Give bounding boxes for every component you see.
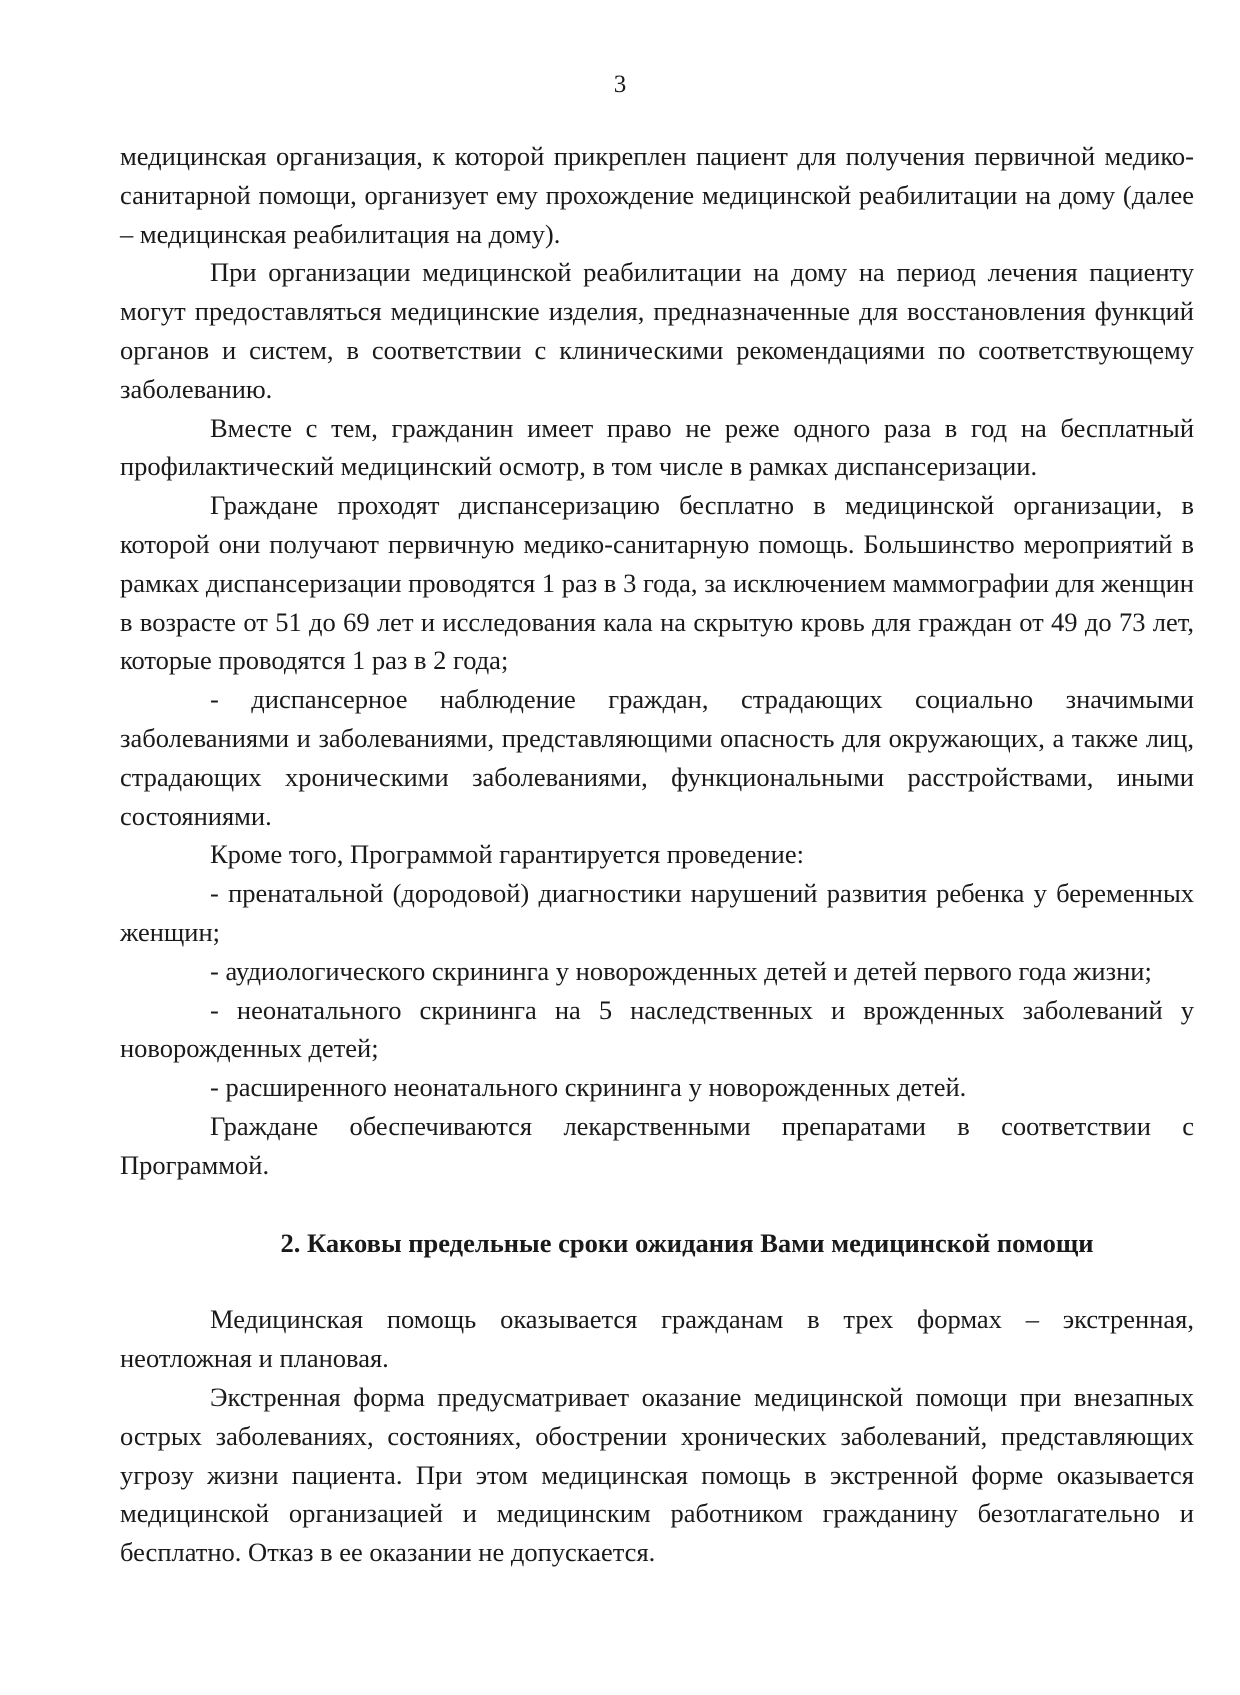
paragraph-emergency-care: Экстренная форма предусматривает оказание медицинской помощи при внезапных острых заболеваниях, состояниях, обострении хронических заболеваний, представляющих угрозу жизни пациента. При этом медицинская помощь в экстренной форме оказывается медицинской организацией и медицинским работником гражданину безотлагательно и бесплатно. Отказ в ее оказании не допускается. — [120, 1381, 1194, 1568]
document-body — [120, 137, 1194, 1572]
list-item-neonatal-screening: - неонатального скрининга на 5 наследственных и врожденных заболеваний у новорожденных детей; — [120, 994, 1194, 1064]
paragraph-program-guarantees: Кроме того, Программой гарантируется проведение: — [210, 839, 804, 870]
section-heading: 2. Каковы предельные сроки ожидания Вами медицинской помощи — [280, 1227, 1094, 1258]
list-item-prenatal-diagnostics: - пренатальной (дородовой) диагностики нарушений развития ребенка у беременных женщин; — [120, 878, 1194, 947]
paragraph-medical-devices: При организации медицинской реабилитации на дому на период лечения пациенту могут предоставляться медицинские изделия, предназначенные для восстановления функций органов и систем, в соответствии с клиническими рекомендациями по соответствующему заболеванию. — [120, 257, 1194, 404]
paragraph-dispensarization: Граждане проходят диспансеризацию бесплатно в медицинской организации, в которой они получают первичную медико-санитарную помощь. Большинство мероприятий в рамках диспансеризации проводятся 1 раз в 3 года, за исключением маммографии для женщин в возрасте от 51 до 69 лет и исследования кала на скрытую кровь для граждан от 49 до 73 лет, которые проводятся 1 раз в 2 года; — [120, 490, 1194, 676]
paragraph-medications: Граждане обеспечиваются лекарственными препаратами в соответствии с Программой. — [120, 1110, 1194, 1180]
paragraph-care-forms: Медицинская помощь оказывается гражданам в трех формах – экстренная, неотложная и плановая. — [120, 1304, 1194, 1374]
list-item-dispensary-observation: - диспансерное наблюдение граждан, страдающих социально значимыми заболеваниями и заболеваниями, представляющими опасность для окружающих, а также лиц, страдающих хроническими заболеваниями, функциональными расстройствами, иными состояниями. — [120, 684, 1194, 831]
page-number: 3 — [613, 71, 627, 98]
paragraph-preventive-exam: Вместе с тем, гражданин имеет право не реже одного раза в год на бесплатный профилактический медицинский осмотр, в том числе в рамках диспансеризации. — [120, 412, 1194, 482]
list-item-extended-neonatal-screening: - расширенного неонатального скрининга у новорожденных детей. — [210, 1072, 967, 1103]
list-item-audiological-screening: - аудиологического скрининга у новорожденных детей и детей первого года жизни; — [210, 955, 1152, 986]
paragraph-rehab-continuation: медицинская организация, к которой прикреплен пациент для получения первичной медико-санитарной помощи, организует ему прохождение медицинской реабилитации на дому (далее – медицинская реабилитация на дому). — [120, 141, 1194, 249]
